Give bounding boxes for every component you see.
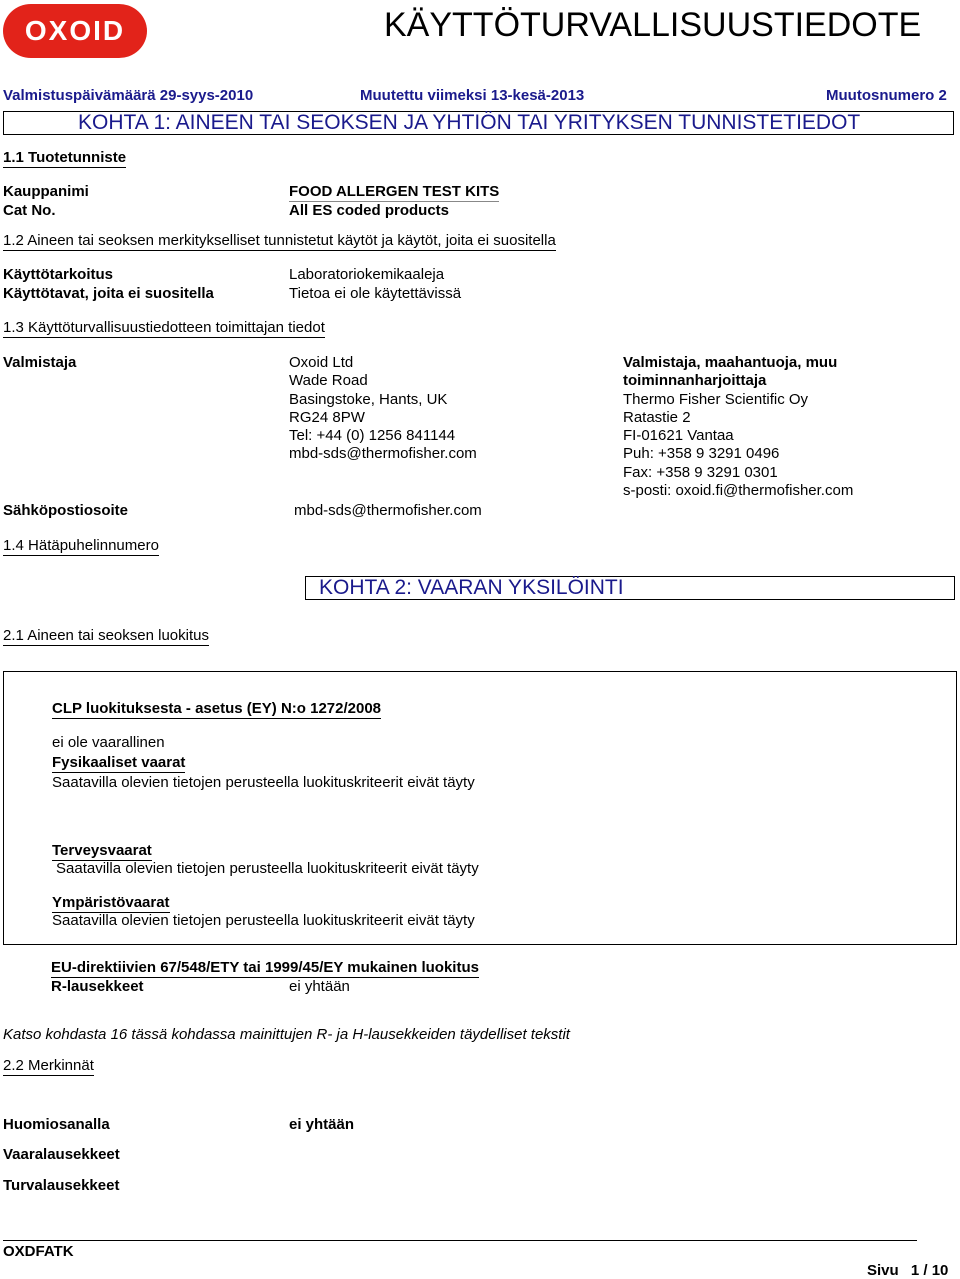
manufacturer-line: mbd-sds@thermofisher.com — [289, 445, 477, 463]
section-1-2-title: 1.2 Aineen tai seoksen merkitykselliset tunnistetut käytöt ja käytöt, joita ei suositella — [3, 232, 556, 249]
importer-title: toiminnanharjoittaja — [623, 372, 767, 390]
cat-no-value: All ES coded products — [289, 202, 450, 219]
importer-line: s-posti: oxoid.fi@thermofisher.com — [623, 482, 854, 500]
health-hazards-text: Saatavilla olevien tietojen perusteella luokituskriteerit eivät täyty — [56, 860, 479, 877]
section-1-3-title: 1.3 Käyttöturvallisuustiedotteen toimittajan tiedot — [3, 319, 325, 336]
revision-number: Muutosnumero 2 — [826, 87, 947, 104]
trade-name-value: FOOD ALLERGEN TEST KITS — [289, 183, 500, 200]
email-label: Sähköpostiosoite — [3, 502, 129, 519]
manufacturer-line: RG24 8PW — [289, 408, 365, 426]
r-phrases-value: ei yhtään — [289, 978, 350, 995]
precautionary-statements-label: Turvalausekkeet — [3, 1177, 120, 1194]
importer-line: FI-01621 Vantaa — [623, 427, 734, 445]
importer-line: Ratastie 2 — [623, 408, 691, 426]
trade-name-label: Kauppanimi — [3, 183, 89, 200]
signal-word-value: ei yhtään — [289, 1116, 355, 1133]
importer-line: Thermo Fisher Scientific Oy — [623, 390, 809, 408]
manufacturer-line: Basingstoke, Hants, UK — [289, 390, 448, 408]
physical-hazards-text: Saatavilla olevien tietojen perusteella luokituskriteerit eivät täyty — [52, 774, 475, 791]
cat-no-label: Cat No. — [3, 202, 56, 219]
manufacturer-line: Wade Road — [289, 372, 368, 390]
importer-title: Valmistaja, maahantuoja, muu — [623, 354, 838, 371]
section-2-2-title: 2.2 Merkinnät — [3, 1057, 94, 1074]
importer-line: Puh: +358 9 3291 0496 — [623, 445, 780, 463]
signal-word-label: Huomiosanalla — [3, 1116, 110, 1133]
physical-hazards-title: Fysikaaliset vaarat — [52, 754, 186, 771]
section-2-heading — [305, 576, 955, 600]
modified-date: Muutettu viimeksi 13-kesä-2013 — [360, 87, 585, 104]
logo-text: OXOID — [24, 15, 126, 46]
footer-code: OXDFATK — [3, 1243, 74, 1260]
not-hazardous-text: ei ole vaarallinen — [52, 734, 165, 751]
footer-rule — [3, 1240, 917, 1241]
section-2-title: KOHTA 2: VAARAN YKSILÖINTI — [319, 576, 624, 599]
document-title: KÄYTTÖTURVALLISUUSTIEDOTE — [384, 6, 922, 44]
page-number — [867, 1262, 948, 1279]
r-phrases-label: R-lausekkeet — [51, 978, 144, 995]
r-h-phrases-note: Katso kohdasta 16 tässä kohdassa mainittujen R- ja H-lausekkeiden täydelliset tekstit — [3, 1026, 570, 1043]
email-value: mbd-sds@thermofisher.com — [294, 502, 482, 519]
section-1-1-title: 1.1 Tuotetunniste — [3, 149, 127, 166]
health-hazards-title: Terveysvaarat — [52, 842, 152, 859]
importer-address — [623, 354, 853, 500]
manufacturer-address — [289, 354, 477, 464]
not-recommended-value: Tietoa ei ole käytettävissä — [289, 285, 462, 302]
manufacturer-line: Oxoid Ltd — [289, 354, 354, 371]
hazard-statements-label: Vaaralausekkeet — [3, 1146, 120, 1163]
manufacturer-label: Valmistaja — [3, 354, 77, 371]
manufacturer-line: Tel: +44 (0) 1256 841144 — [289, 427, 456, 445]
clp-classification-box — [3, 671, 957, 945]
environmental-hazards-text: Saatavilla olevien tietojen perusteella luokituskriteerit eivät täyty — [52, 912, 475, 929]
section-2-1-title: 2.1 Aineen tai seoksen luokitus — [3, 627, 209, 644]
manufactured-date: Valmistuspäivämäärä 29-syys-2010 — [3, 87, 254, 104]
section-1-4-title: 1.4 Hätäpuhelinnumero — [3, 537, 159, 554]
page-value: 1 / 10 — [910, 1262, 949, 1279]
eu-classification-title: EU-direktiivien 67/548/ETY tai 1999/45/EY mukainen luokitus — [51, 959, 479, 976]
not-recommended-label: Käyttötavat, joita ei suositella — [3, 285, 214, 302]
clp-title: CLP luokituksesta - asetus (EY) N:o 1272/2008 — [52, 700, 382, 717]
oxoid-logo — [3, 4, 147, 58]
section-1-heading — [3, 111, 954, 135]
use-label: Käyttötarkoitus — [3, 266, 114, 283]
section-1-title: KOHTA 1: AINEEN TAI SEOKSEN JA YHTIÖN TAI YRITYKSEN TUNNISTETIEDOT — [78, 111, 861, 134]
use-value: Laboratoriokemikaaleja — [289, 266, 445, 283]
importer-line: Fax: +358 9 3291 0301 — [623, 463, 778, 481]
page-label: Sivu — [867, 1262, 899, 1279]
environmental-hazards-title: Ympäristövaarat — [52, 894, 170, 911]
